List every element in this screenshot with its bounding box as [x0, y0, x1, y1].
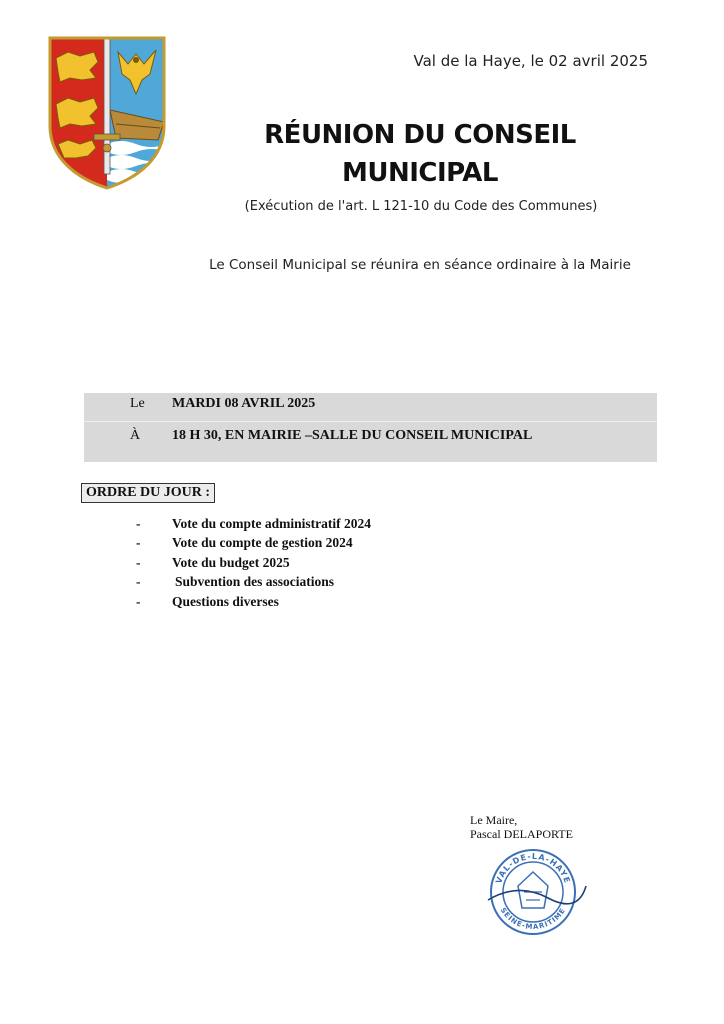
signature-block [470, 814, 573, 841]
agenda-bullet: - [136, 554, 141, 570]
stamp-text-bottom: SEINE-MARITIME [498, 906, 568, 932]
agenda-list [136, 516, 371, 613]
coat-of-arms-icon [46, 34, 168, 190]
agenda-item [136, 555, 371, 574]
meeting-announcement: Le Conseil Municipal se réunira en séance ordinaire à la Mairie [209, 257, 631, 273]
mayor-stamp-icon [478, 842, 588, 942]
title-line-1: RÉUNION DU CONSEIL [264, 120, 576, 150]
agenda-item-text: Vote du compte administratif 2024 [172, 516, 371, 531]
meeting-divider [84, 421, 657, 422]
meeting-place-label: À [130, 428, 141, 443]
agenda-item [136, 516, 371, 535]
meeting-date-value: MARDI 08 AVRIL 2025 [172, 396, 316, 411]
meeting-details-box [84, 393, 657, 462]
agenda-bullet: - [136, 535, 141, 551]
title-line-2: MUNICIPAL [341, 158, 499, 188]
legal-reference: (Exécution de l'art. L 121-10 du Code des Communes) [244, 199, 598, 214]
meeting-date-row [84, 396, 657, 416]
meeting-place-row [84, 428, 657, 448]
meeting-place-value: 18 H 30, EN MAIRIE –SALLE DU CONSEIL MUNICIPAL [172, 428, 533, 443]
agenda-item [136, 594, 371, 613]
stamp-text-top: VAL-DE-LA-HAYE [494, 851, 572, 885]
page-title [230, 116, 610, 192]
place-date: Val de la Haye, le 02 avril 2025 [413, 52, 648, 70]
agenda-item [136, 535, 371, 554]
meeting-date-label: Le [130, 396, 145, 411]
agenda-item-text: Subvention des associations [175, 574, 335, 590]
agenda-heading: ORDRE DU JOUR : [81, 483, 215, 503]
agenda-bullet: - [136, 593, 141, 609]
agenda-bullet: - [136, 574, 141, 590]
agenda-item-text: Questions diverses [172, 593, 279, 609]
agenda-item-text: Vote du budget 2025 [172, 554, 290, 570]
agenda-item [136, 574, 371, 593]
agenda-item-text: Vote du compte de gestion 2024 [172, 535, 353, 551]
agenda-bullet: - [136, 516, 141, 531]
signature-role: Le Maire, [470, 813, 518, 827]
signature-name: Pascal DELAPORTE [470, 826, 573, 841]
